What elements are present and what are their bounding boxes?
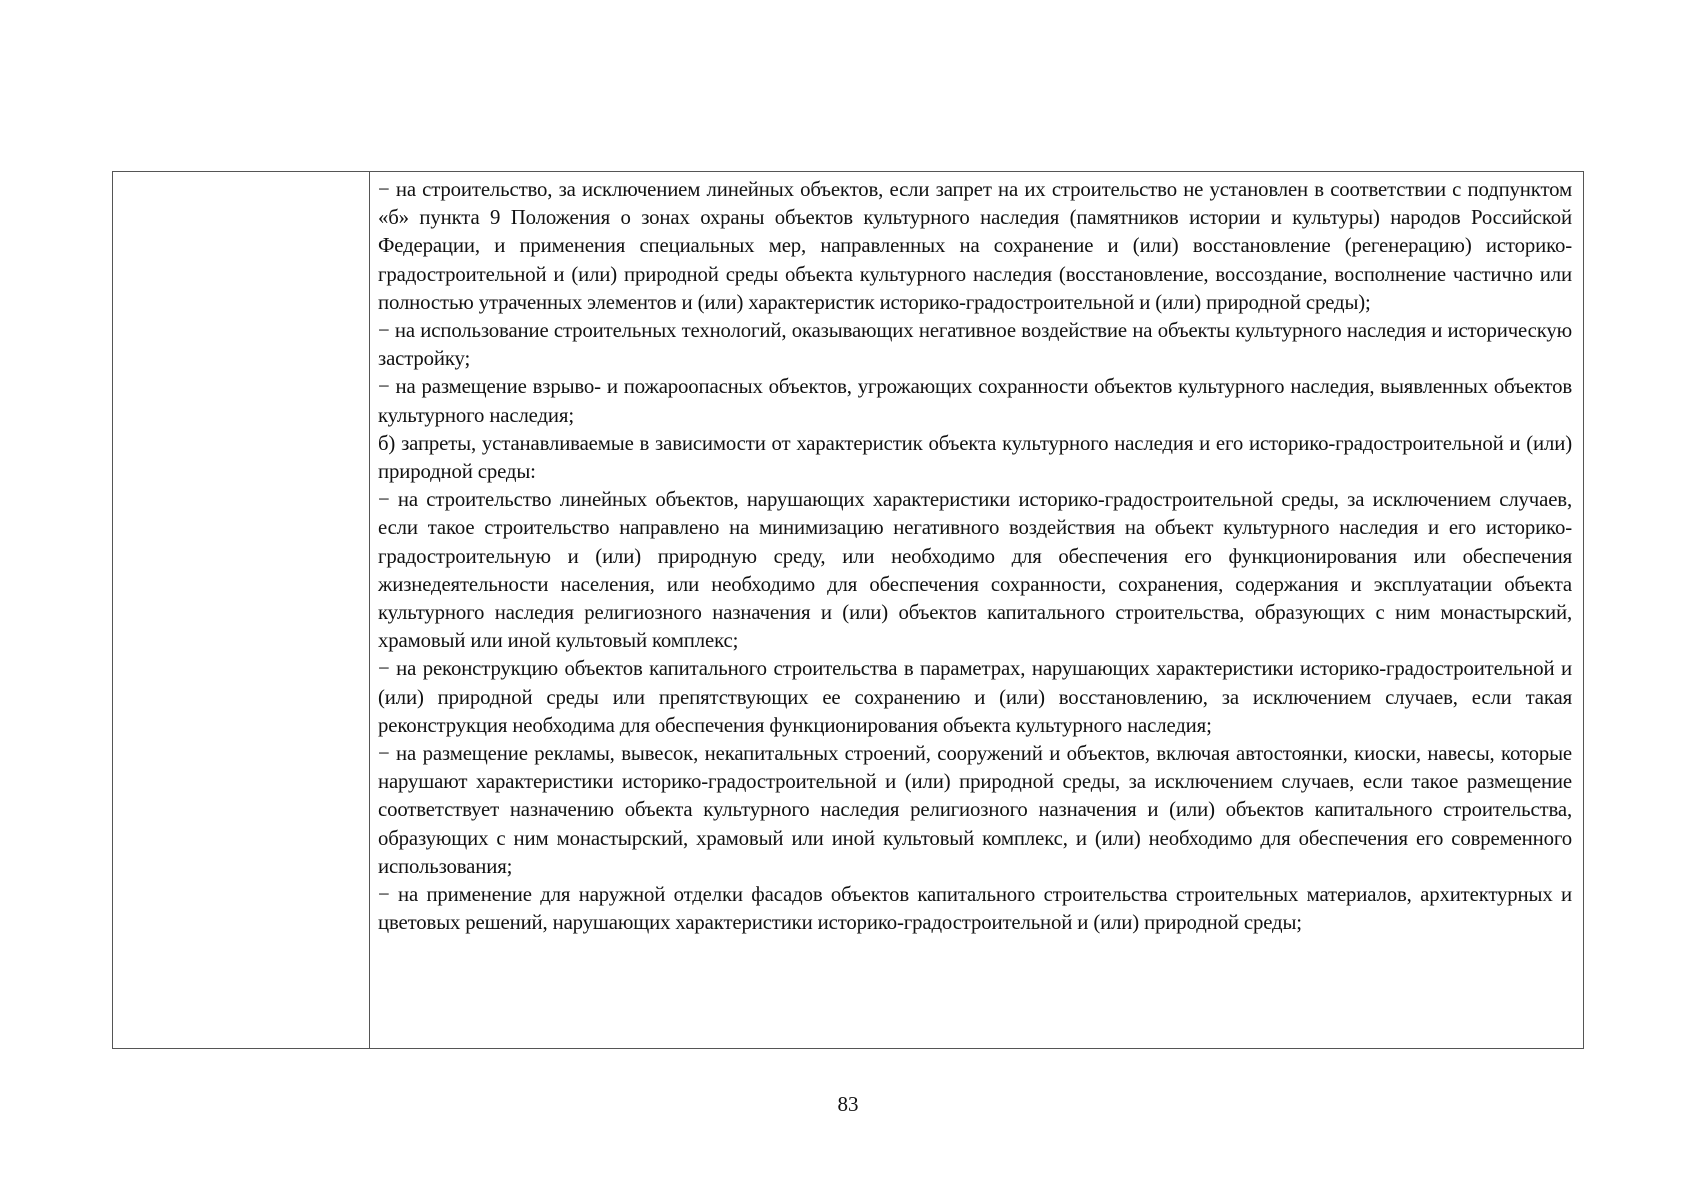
table-left-cell [113, 172, 370, 1048]
paragraph-section-b-heading: б) запреты, устанавливаемые в зависимости от характеристик объекта культурного наследия и его историко-градостроительной и (или) природной среды: [378, 431, 1572, 484]
page-number: 83 [837, 1092, 859, 1116]
paragraph-technology-ban: − на использование строительных технологий, оказывающих негативное воздействие на объекты культурного наследия и историческую застройку; [378, 319, 1572, 371]
paragraph-construction-ban: − на строительство, за исключением линейных объектов, если запрет на их строительство не установлен в соответствии с подпунктом «б» пункта 9 Положения о зонах охраны объектов культурного наследия (памятников истории и культуры) народов Российской Федерации, и применения специальных мер, направленных на сохранение и (или) восстановление (регенерацию) историко-градостроительной и (или) природной среды объекта культурного наследия (восстановление, воссоздание, восполнение частично или полностью утраченных элементов и (или) характеристик историко-градостроительной и (или) природной среды); [378, 178, 1572, 314]
paragraph-reconstruction-ban: − на реконструкцию объектов капитального строительства в параметрах, нарушающих характеристики историко-градостроительной и (или) природной среды или препятствующих ее сохранению и (или) восстановлению, за исключением случаев, если такая реконструкция необходима для обеспечения функционирования объекта культурного наследия; [378, 657, 1572, 737]
paragraph-facade-materials-ban: − на применение для наружной отделки фасадов объектов капитального строительства строительных материалов, архитектурных и цветовых решений, нарушающих характеристики историко-градостроительной и (или) природной среды; [378, 883, 1572, 935]
paragraph-hazardous-objects-ban: − на размещение взрыво- и пожароопасных объектов, угрожающих сохранности объектов культурного наследия, выявленных объектов культурного наследия; [378, 375, 1572, 427]
paragraph-advertising-ban: − на размещение рекламы, вывесок, некапитальных строений, сооружений и объектов, включая автостоянки, киоски, навесы, которые нарушают характеристики историко-градостроительной и (или) природной среды, за исключением случаев, если такое размещение соответствует назначению объекта культурного наследия религиозного назначения и (или) объектов капитального строительства, образующих с ним монастырский, храмовый или иной культовый комплекс, и (или) необходимо для обеспечения его современного использования; [378, 742, 1572, 878]
paragraph-linear-objects-ban: − на строительство линейных объектов, нарушающих характеристики историко-градостроительной среды, за исключением случаев, если такое строительство направлено на минимизацию негативного воздействия на объект культурного наследия и его историко-градостроительную и (или) природную среду, или необходимо для обеспечения его функционирования или обеспечения жизнедеятельности населения, или необходимо для обеспечения сохранности, сохранения, содержания и эксплуатации объекта культурного наследия религиозного назначения и (или) объектов капитального строительства, образующих с ним монастырский, храмовый или иной культовый комплекс; [378, 488, 1572, 653]
content-table [112, 171, 1584, 1049]
table-right-cell [370, 172, 1583, 1048]
